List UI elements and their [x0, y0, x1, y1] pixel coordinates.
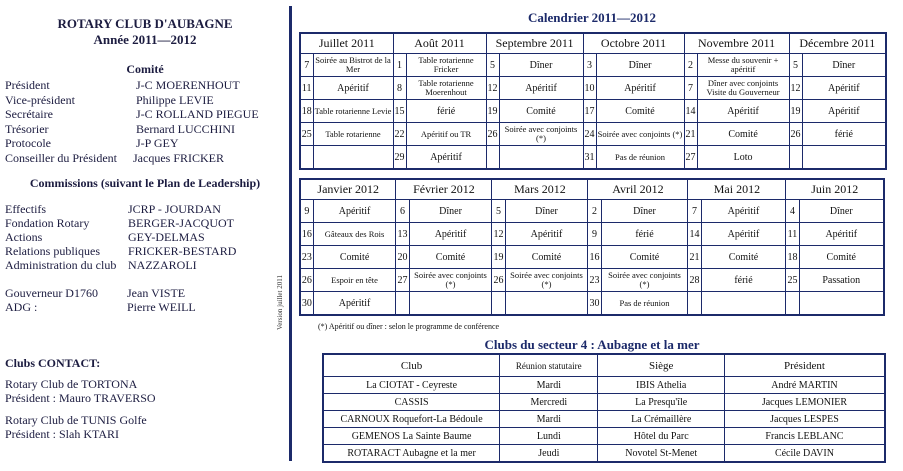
commission-member: FRICKER-BESTARD — [128, 244, 237, 258]
calendar-day: 14 — [684, 100, 697, 123]
calendar-week-row — [300, 54, 886, 77]
calendar-month-header: Décembre 2011 — [789, 33, 886, 54]
calendar-day: 26 — [492, 269, 505, 292]
calendar-event: férié — [406, 100, 486, 123]
calendar-event: férié — [601, 223, 688, 246]
commission-member: BERGER-JACQUOT — [128, 216, 235, 230]
calendar-week-row — [300, 123, 886, 146]
calendar-day: 9 — [300, 200, 313, 223]
calendar-day: 19 — [492, 246, 505, 269]
calendar-event: Apéritif — [701, 223, 786, 246]
calendar-event: Table rotarienne Fricker — [406, 54, 486, 77]
calendar-event: Soirée avec conjoints (*) — [499, 123, 583, 146]
clubs-cell: CARNOUX Roquefort-La Bédoule — [323, 411, 500, 428]
calendar-event: Apéritif — [701, 200, 786, 223]
contact-president-2: Président : Slah KTARI — [5, 427, 120, 441]
commission-member: GEY-DELMAS — [128, 230, 205, 244]
calendar-day: 3 — [583, 54, 596, 77]
calendar-month-header: Septembre 2011 — [486, 33, 583, 54]
contact-club-1: Rotary Club de TORTONA — [5, 377, 138, 391]
calendar-day: 29 — [393, 146, 406, 170]
calendar-day: 11 — [786, 223, 799, 246]
governor-name: Pierre WEILL — [127, 300, 196, 314]
calendar-event: Apéritif — [802, 77, 886, 100]
clubs-row — [323, 394, 885, 411]
calendar-event: Apéritif — [499, 77, 583, 100]
calendar-day — [300, 146, 313, 170]
calendar-event: Comité — [409, 246, 492, 269]
calendar-day: 31 — [583, 146, 596, 170]
calendar-month-row — [300, 33, 886, 54]
clubs-cell: Cécile DAVIN — [724, 445, 885, 463]
calendar-day: 20 — [396, 246, 409, 269]
calendar-event: Dîner — [596, 54, 684, 77]
calendar-table-2011 — [299, 32, 887, 170]
clubs-cell: ROTARACT Aubagne et la mer — [323, 445, 500, 463]
calendar-event: Dîner — [799, 200, 884, 223]
clubs-cell: La CIOTAT - Ceyreste — [323, 377, 500, 394]
clubs-cell: Hôtel du Parc — [598, 428, 724, 445]
calendar-event: Comité — [701, 246, 786, 269]
contact-president-1: Président : Mauro TRAVERSO — [5, 391, 156, 405]
calendar-month-header: Avril 2012 — [588, 179, 688, 200]
commission-role: Actions — [5, 230, 43, 244]
calendar-event: Comité — [799, 246, 884, 269]
calendar-day: 15 — [393, 100, 406, 123]
calendar-day: 25 — [300, 123, 313, 146]
calendar-event: Apéritif ou TR — [406, 123, 486, 146]
calendar-event: Soirée avec conjoints (*) — [601, 269, 688, 292]
calendar-month-row — [300, 179, 884, 200]
calendar-day: 7 — [300, 54, 313, 77]
calendar-day: 2 — [588, 200, 601, 223]
calendar-event: Dîner avec conjoints Visite du Gouverneur — [697, 77, 789, 100]
calendar-day: 5 — [492, 200, 505, 223]
clubs-header-cell: Club — [323, 354, 500, 377]
calendar-day: 21 — [684, 123, 697, 146]
clubs-title: Clubs du secteur 4 : Aubagne et la mer — [484, 337, 700, 352]
calendar-event: Messe du souvenir + apéritif — [697, 54, 789, 77]
calendar-event: Apéritif — [313, 77, 393, 100]
clubs-cell: Francis LEBLANC — [724, 428, 885, 445]
clubs-cell: Mercredi — [500, 394, 598, 411]
calendar-day: 10 — [583, 77, 596, 100]
clubs-row — [323, 428, 885, 445]
clubs-row — [323, 377, 885, 394]
committee-role: Conseiller du Président — [5, 150, 117, 165]
calendar-day — [396, 292, 409, 316]
calendar-day: 16 — [300, 223, 313, 246]
calendar-day — [688, 292, 701, 316]
calendar-event — [505, 292, 588, 316]
calendar-day: 24 — [583, 123, 596, 146]
calendar-day: 5 — [486, 54, 499, 77]
calendar-event: Apéritif — [505, 223, 588, 246]
calendar-day: 25 — [786, 269, 799, 292]
calendar-event: Espoir en tête — [313, 269, 396, 292]
committee-role: Protocole — [5, 136, 51, 150]
calendar-title: Calendrier 2011—2012 — [528, 10, 656, 25]
left-panel — [0, 0, 290, 471]
calendar-month-header: Juillet 2011 — [300, 33, 393, 54]
calendar-day: 12 — [492, 223, 505, 246]
calendar-event: Table rotarienne Levie — [313, 100, 393, 123]
clubs-cell: Novotel St-Menet — [598, 445, 724, 463]
clubs-header-cell: Réunion statutaire — [500, 354, 598, 377]
calendar-day: 19 — [486, 100, 499, 123]
calendar-event: Pas de réunion — [601, 292, 688, 316]
commission-role: Relations publiques — [5, 244, 100, 258]
calendar-day: 12 — [789, 77, 802, 100]
calendar-event: Comité — [505, 246, 588, 269]
calendar-day: 30 — [588, 292, 601, 316]
contact-club-2: Rotary Club de TUNIS Golfe — [5, 413, 147, 427]
committee-member: Bernard LUCCHINI — [136, 121, 235, 136]
club-year: Année 2011—2012 — [93, 32, 197, 47]
calendar-day: 23 — [588, 269, 601, 292]
calendar-event: Comité — [499, 100, 583, 123]
governor-role: ADG : — [5, 300, 38, 314]
calendar-day: 7 — [688, 200, 701, 223]
committee-member: J-C MOERENHOUT — [136, 78, 240, 92]
calendar-event: Dîner — [409, 200, 492, 223]
calendar-day: 2 — [684, 54, 697, 77]
committee-member: Philippe LEVIE — [136, 92, 214, 107]
calendar-week-row — [300, 100, 886, 123]
calendar-day: 7 — [684, 77, 697, 100]
clubs-cell: André MARTIN — [724, 377, 885, 394]
calendar-day: 23 — [300, 246, 313, 269]
calendar-day: 27 — [396, 269, 409, 292]
calendar-day: 18 — [786, 246, 799, 269]
calendar-event: Table rotarienne — [313, 123, 393, 146]
calendar-day — [789, 146, 802, 170]
clubs-cell: Jeudi — [500, 445, 598, 463]
clubs-table — [322, 353, 886, 463]
calendar-month-header: Juin 2012 — [786, 179, 884, 200]
committee-member: J-C ROLLAND PIEGUE — [136, 107, 259, 121]
committee-role: Président — [5, 78, 50, 92]
calendar-event: férié — [802, 123, 886, 146]
calendar-month-header: Août 2011 — [393, 33, 486, 54]
calendar-event: Apéritif — [406, 146, 486, 170]
calendar-month-header: Mai 2012 — [688, 179, 786, 200]
committee-member: J-P GEY — [136, 136, 179, 150]
clubs-header-row — [323, 354, 885, 377]
calendar-event: Apéritif — [409, 223, 492, 246]
calendar-event — [701, 292, 786, 316]
calendar-event: Soirée avec conjoints (*) — [409, 269, 492, 292]
calendar-event: Apéritif — [313, 292, 396, 316]
clubs-cell: Jacques LESPES — [724, 411, 885, 428]
calendar-week-row — [300, 200, 884, 223]
calendar-day: 18 — [300, 100, 313, 123]
committee-role: Vice-président — [5, 92, 75, 107]
calendar-event: Comité — [596, 100, 684, 123]
calendar-day: 6 — [396, 200, 409, 223]
calendar-month-header: Octobre 2011 — [583, 33, 684, 54]
calendar-day: 19 — [789, 100, 802, 123]
governor-name: Jean VISTE — [127, 286, 186, 300]
calendar-day: 21 — [688, 246, 701, 269]
calendar-day: 12 — [486, 77, 499, 100]
calendar-event — [499, 146, 583, 170]
calendar-event: Dîner — [505, 200, 588, 223]
vertical-divider — [289, 6, 292, 461]
calendar-event: férié — [701, 269, 786, 292]
clubs-cell: Lundi — [500, 428, 598, 445]
calendar-event: Passation — [799, 269, 884, 292]
clubs-cell: Mardi — [500, 411, 598, 428]
calendar-day: 22 — [393, 123, 406, 146]
calendar-week-row — [300, 223, 884, 246]
calendar-day: 9 — [588, 223, 601, 246]
calendar-day: 4 — [786, 200, 799, 223]
commission-role: Administration du club — [5, 258, 117, 272]
commission-role: Effectifs — [5, 202, 47, 216]
calendar-day: 16 — [588, 246, 601, 269]
calendar-event — [409, 292, 492, 316]
clubs-cell: GEMENOS La Sainte Baume — [323, 428, 500, 445]
calendar-event — [313, 146, 393, 170]
calendar-event: Soirée avec conjoints (*) — [505, 269, 588, 292]
committee-title: Comité — [126, 62, 164, 76]
calendar-day: 11 — [300, 77, 313, 100]
commission-role: Fondation Rotary — [5, 216, 90, 230]
calendar-event: Apéritif — [697, 100, 789, 123]
calendar-day: 26 — [789, 123, 802, 146]
clubs-header-cell: Président — [724, 354, 885, 377]
calendar-week-row — [300, 77, 886, 100]
calendar-footnote: (*) Apéritif ou dîner : selon le programme de conférence — [318, 322, 500, 331]
committee-role: Trésorier — [5, 121, 49, 136]
calendar-event: Dîner — [601, 200, 688, 223]
calendar-day: 26 — [486, 123, 499, 146]
calendar-event: Dîner — [802, 54, 886, 77]
clubs-header-cell: Siège — [598, 354, 724, 377]
calendar-day: 28 — [688, 269, 701, 292]
calendar-event — [799, 292, 884, 316]
calendar-month-header: Février 2012 — [396, 179, 492, 200]
calendar-event — [802, 146, 886, 170]
calendar-table-2012 — [299, 178, 885, 316]
calendar-event: Soirée au Bistrot de la Mer — [313, 54, 393, 77]
calendar-day: 8 — [393, 77, 406, 100]
calendar-day: 27 — [684, 146, 697, 170]
clubs-cell: IBIS Athelia — [598, 377, 724, 394]
committee-member: Jacques FRICKER — [133, 150, 224, 165]
calendar-day — [492, 292, 505, 316]
calendar-event: Pas de réunion — [596, 146, 684, 170]
calendar-day: 17 — [583, 100, 596, 123]
calendar-month-header: Janvier 2012 — [300, 179, 396, 200]
calendar-week-row — [300, 146, 886, 170]
calendar-week-row — [300, 246, 884, 269]
commission-member: JCRP - JOURDAN — [128, 202, 221, 216]
calendar-event: Comité — [601, 246, 688, 269]
governor-role: Gouverneur D1760 — [5, 286, 98, 300]
calendar-day: 1 — [393, 54, 406, 77]
calendar-day — [786, 292, 799, 316]
calendar-week-row — [300, 292, 884, 316]
clubs-cell: Mardi — [500, 377, 598, 394]
contact-title: Clubs CONTACT: — [5, 356, 101, 370]
clubs-cell: CASSIS — [323, 394, 500, 411]
calendar-day: 14 — [688, 223, 701, 246]
calendar-day: 13 — [396, 223, 409, 246]
calendar-event: Soirée avec conjoints (*) — [596, 123, 684, 146]
clubs-row — [323, 411, 885, 428]
clubs-row — [323, 445, 885, 463]
version-note: Version juillet 2011 — [276, 275, 284, 330]
calendar-day: 30 — [300, 292, 313, 316]
calendar-event: Apéritif — [596, 77, 684, 100]
calendar-event: Apéritif — [313, 200, 396, 223]
calendar-event: Gâteaux des Rois — [313, 223, 396, 246]
calendar-day — [486, 146, 499, 170]
clubs-cell: La Presqu'île — [598, 394, 724, 411]
calendar-event: Comité — [313, 246, 396, 269]
calendar-month-header: Novembre 2011 — [684, 33, 789, 54]
calendar-week-row — [300, 269, 884, 292]
calendar-event: Loto — [697, 146, 789, 170]
calendar-day: 5 — [789, 54, 802, 77]
calendar-event: Table rotarienne Moerenhout — [406, 77, 486, 100]
club-name: ROTARY CLUB D'AUBAGNE — [57, 16, 233, 31]
calendar-event: Apéritif — [802, 100, 886, 123]
calendar-event: Comité — [697, 123, 789, 146]
clubs-cell: La Crémaillère — [598, 411, 724, 428]
committee-role: Secrétaire — [5, 107, 53, 121]
calendar-event: Apéritif — [799, 223, 884, 246]
calendar-day: 26 — [300, 269, 313, 292]
clubs-cell: Jacques LEMONIER — [724, 394, 885, 411]
commissions-title: Commissions (suivant le Plan de Leadership) — [29, 176, 261, 190]
calendar-month-header: Mars 2012 — [492, 179, 588, 200]
commission-member: NAZZAROLI — [128, 258, 197, 272]
calendar-event: Dîner — [499, 54, 583, 77]
